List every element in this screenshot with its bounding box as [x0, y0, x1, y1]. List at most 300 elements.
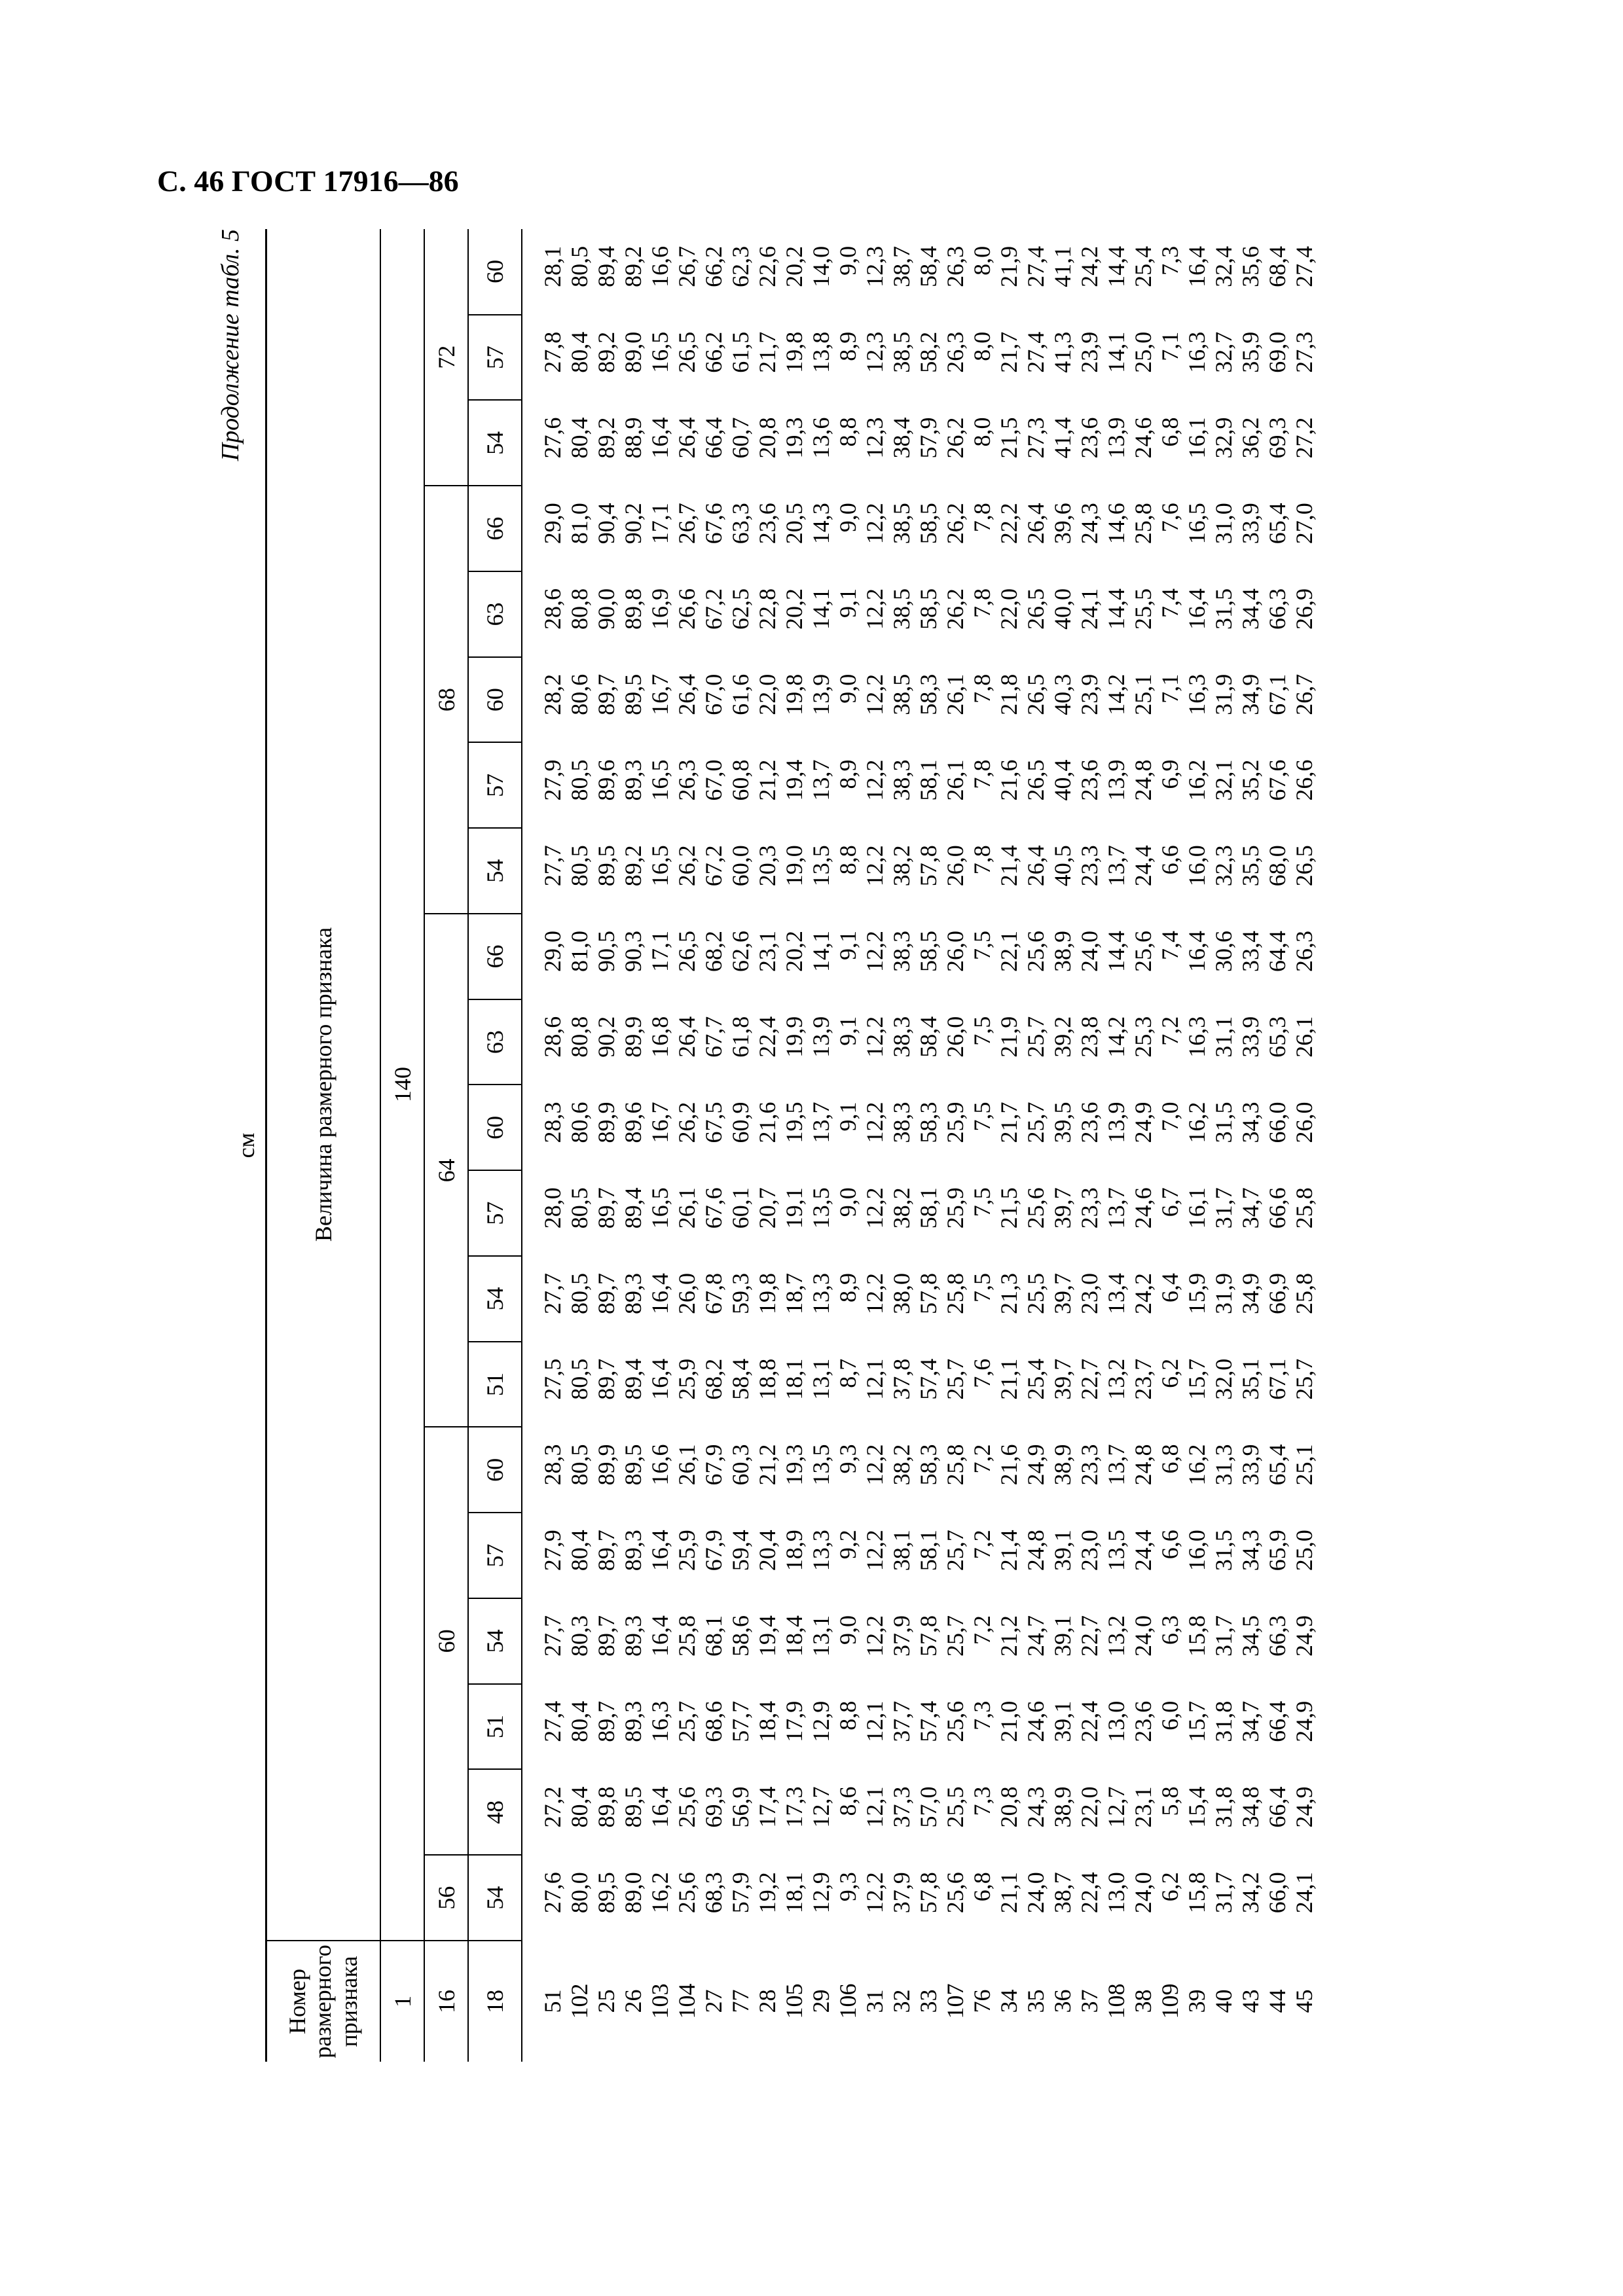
table-row [674, 229, 701, 2062]
value-cell: 21,7 [996, 331, 1022, 373]
value-cell: 89,7 [593, 1273, 619, 1314]
feature-number-cell: 27 [701, 1989, 727, 2013]
value-cell: 24,6 [1130, 1187, 1156, 1229]
value-cell: 89,0 [620, 1872, 646, 1914]
value-cell: 25,7 [1023, 1016, 1049, 1058]
value-cell: 25,4 [1023, 1358, 1049, 1400]
value-cell: 35,2 [1237, 759, 1264, 801]
value-cell: 15,8 [1184, 1872, 1210, 1914]
value-cell: 66,9 [1264, 1273, 1290, 1314]
value-cell: 26,4 [674, 1016, 700, 1058]
table-row [969, 229, 996, 2062]
value-cell: 20,2 [781, 588, 807, 630]
value-cell: 12,7 [808, 1786, 834, 1828]
value-cell: 31,7 [1211, 1872, 1237, 1914]
value-cell: 6,2 [1157, 1358, 1183, 1388]
value-cell: 16,2 [647, 1872, 673, 1914]
value-cell: 16,4 [647, 1273, 673, 1314]
value-cell: 34,3 [1237, 1102, 1264, 1143]
value-cell: 31,7 [1211, 1187, 1237, 1229]
value-cell: 8,8 [835, 417, 861, 447]
value-cell: 13,9 [1103, 1102, 1129, 1143]
feature-number-cell: 35 [1023, 1989, 1049, 2013]
value-cell: 25,7 [942, 1358, 968, 1400]
value-cell: 80,3 [566, 1615, 593, 1657]
value-cell: 24,9 [1291, 1786, 1317, 1828]
value-cell: 89,7 [593, 1358, 619, 1400]
value-cell: 9,1 [835, 1102, 861, 1132]
header-cell: 60 [468, 229, 522, 315]
value-cell: 29,0 [539, 503, 566, 545]
value-cell: 21,7 [996, 1102, 1022, 1143]
value-cell: 66,3 [1264, 1615, 1290, 1657]
value-cell: 15,7 [1184, 1700, 1210, 1742]
table-row [1076, 229, 1103, 2062]
value-cell: 89,8 [620, 588, 646, 630]
value-cell: 40,4 [1049, 759, 1076, 801]
value-cell: 22,2 [996, 503, 1022, 545]
value-cell: 69,3 [701, 1786, 727, 1828]
value-cell: 21,2 [754, 759, 780, 801]
value-cell: 13,9 [1103, 759, 1129, 801]
feature-number-cell: 44 [1264, 1989, 1290, 2013]
value-cell: 26,4 [674, 417, 700, 459]
value-cell: 23,3 [1076, 1187, 1103, 1229]
feature-number-cell: 39 [1184, 1989, 1210, 2013]
value-cell: 66,4 [1264, 1786, 1290, 1828]
value-cell: 31,5 [1211, 1102, 1237, 1143]
value-cell: 21,4 [996, 1530, 1022, 1571]
value-cell: 12,9 [808, 1700, 834, 1742]
value-cell: 20,8 [754, 417, 780, 459]
value-cell: 12,2 [862, 1273, 888, 1314]
value-cell: 16,8 [647, 1016, 673, 1058]
value-cell: 25,9 [674, 1358, 700, 1400]
value-cell: 13,0 [1103, 1872, 1129, 1914]
value-cell: 89,3 [620, 1530, 646, 1571]
header-cell: 60 [424, 1427, 468, 1856]
value-cell: 13,1 [808, 1615, 834, 1657]
value-cell: 80,4 [566, 1786, 593, 1828]
value-cell: 61,8 [727, 1016, 754, 1058]
value-cell: 89,4 [620, 1187, 646, 1229]
value-cell: 6,9 [1157, 759, 1183, 789]
header-cell: 48 [468, 1770, 522, 1856]
value-cell: 16,2 [1184, 1444, 1210, 1486]
value-cell: 24,0 [1130, 1615, 1156, 1657]
value-cell: 15,7 [1184, 1358, 1210, 1400]
value-cell: 38,1 [888, 1530, 915, 1571]
value-cell: 67,5 [701, 1102, 727, 1143]
value-cell: 31,5 [1211, 1530, 1237, 1571]
value-cell: 58,3 [915, 1444, 941, 1486]
value-cell: 27,2 [1291, 417, 1317, 459]
value-cell: 58,2 [915, 331, 941, 373]
value-cell: 24,1 [1291, 1872, 1317, 1914]
value-cell: 58,4 [915, 245, 941, 287]
value-cell: 67,2 [701, 588, 727, 630]
header-cell: 60 [468, 657, 522, 743]
value-cell: 13,7 [1103, 1187, 1129, 1229]
value-cell: 9,1 [835, 1016, 861, 1046]
value-cell: 7,8 [969, 759, 995, 789]
value-cell: 23,6 [754, 503, 780, 545]
value-cell: 22,4 [1076, 1872, 1103, 1914]
value-cell: 41,4 [1049, 417, 1076, 459]
value-cell: 24,0 [1076, 931, 1103, 972]
value-cell: 27,3 [1291, 331, 1317, 373]
value-cell: 26,0 [942, 931, 968, 972]
value-cell: 26,1 [942, 673, 968, 715]
value-cell: 12,1 [862, 1786, 888, 1828]
value-cell: 19,8 [754, 1273, 780, 1314]
value-cell: 37,7 [888, 1700, 915, 1742]
value-cell: 89,5 [593, 845, 619, 887]
value-cell: 12,9 [808, 1872, 834, 1914]
value-cell: 23,3 [1076, 845, 1103, 887]
value-cell: 23,6 [1076, 417, 1103, 459]
value-cell: 9,0 [835, 503, 861, 533]
feature-number-cell: 40 [1211, 1989, 1237, 2013]
value-cell: 7,5 [969, 1273, 995, 1302]
value-cell: 19,5 [781, 1102, 807, 1143]
value-cell: 65,3 [1264, 1016, 1290, 1058]
value-cell: 17,9 [781, 1700, 807, 1742]
value-cell: 24,4 [1130, 1530, 1156, 1571]
value-cell: 6,6 [1157, 845, 1183, 875]
value-cell: 89,7 [593, 1187, 619, 1229]
value-cell: 57,4 [915, 1700, 941, 1742]
value-cell: 13,5 [808, 1444, 834, 1486]
value-cell: 41,3 [1049, 331, 1076, 373]
value-cell: 89,0 [620, 331, 646, 373]
value-cell: 13,7 [1103, 1444, 1129, 1486]
value-cell: 27,7 [539, 1615, 566, 1657]
value-cell: 89,7 [593, 1530, 619, 1571]
value-cell: 13,8 [808, 331, 834, 373]
value-cell: 25,8 [1291, 1273, 1317, 1314]
value-cell: 68,4 [1264, 245, 1290, 287]
value-cell: 7,4 [1157, 931, 1183, 960]
value-cell: 41,1 [1049, 245, 1076, 287]
table-row [888, 229, 915, 2062]
value-cell: 7,2 [969, 1530, 995, 1560]
value-cell: 80,5 [566, 1187, 593, 1229]
value-cell: 34,5 [1237, 1615, 1264, 1657]
value-cell: 89,6 [620, 1102, 646, 1143]
value-cell: 57,9 [727, 1872, 754, 1914]
value-cell: 26,1 [942, 759, 968, 801]
value-cell: 6,6 [1157, 1530, 1183, 1560]
value-cell: 57,0 [915, 1786, 941, 1828]
feature-number-cell: 108 [1103, 1983, 1129, 2019]
value-cell: 28,6 [539, 1016, 566, 1058]
value-cell: 58,4 [727, 1358, 754, 1400]
header-cell: 63 [468, 571, 522, 657]
value-cell: 88,9 [620, 417, 646, 459]
value-cell: 65,4 [1264, 1444, 1290, 1486]
value-cell: 13,3 [808, 1530, 834, 1571]
value-cell: 12,2 [862, 845, 888, 887]
value-cell: 66,2 [701, 331, 727, 373]
value-cell: 67,9 [701, 1444, 727, 1486]
value-cell: 26,2 [674, 845, 700, 887]
value-cell: 25,6 [674, 1872, 700, 1914]
value-cell: 25,1 [1291, 1444, 1317, 1486]
value-cell: 18,1 [781, 1872, 807, 1914]
value-cell: 66,3 [1264, 588, 1290, 630]
header-cell: 60 [468, 1427, 522, 1513]
table-row [1023, 229, 1049, 2062]
value-cell: 38,5 [888, 588, 915, 630]
value-cell: 26,5 [1291, 845, 1317, 887]
value-cell: 14,4 [1103, 931, 1129, 972]
value-cell: 90,5 [593, 931, 619, 972]
value-cell: 24,2 [1130, 1273, 1156, 1314]
feature-number-cell: 76 [969, 1989, 995, 2013]
table-row [593, 229, 620, 2062]
table-row [701, 229, 727, 2062]
value-cell: 25,5 [942, 1786, 968, 1828]
value-cell: 22,7 [1076, 1615, 1103, 1657]
value-cell: 38,3 [888, 1016, 915, 1058]
value-cell: 58,5 [915, 588, 941, 630]
value-cell: 25,4 [1130, 245, 1156, 287]
value-cell: 12,2 [862, 1187, 888, 1229]
feature-number-cell: 38 [1130, 1989, 1156, 2013]
value-cell: 57,8 [915, 1872, 941, 1914]
value-cell: 26,1 [1291, 1016, 1317, 1058]
value-cell: 31,1 [1211, 1016, 1237, 1058]
value-cell: 34,9 [1237, 673, 1264, 715]
header-cell: 51 [468, 1684, 522, 1770]
value-cell: 13,7 [808, 759, 834, 801]
value-cell: 7,2 [969, 1444, 995, 1474]
table-row [727, 229, 754, 2062]
value-cell: 66,0 [1264, 1102, 1290, 1143]
feature-number-cell: 105 [781, 1983, 807, 2019]
value-cell: 19,9 [781, 1016, 807, 1058]
value-cell: 24,0 [1023, 1872, 1049, 1914]
value-cell: 68,6 [701, 1700, 727, 1742]
value-cell: 7,8 [969, 845, 995, 875]
value-cell: 32,3 [1211, 845, 1237, 887]
header-cell: 57 [468, 1170, 522, 1256]
table-row [1211, 229, 1237, 2062]
value-cell: 18,9 [781, 1530, 807, 1571]
value-cell: 21,8 [996, 673, 1022, 715]
value-cell: 9,1 [835, 931, 861, 960]
value-cell: 21,7 [754, 331, 780, 373]
value-cell: 12,2 [862, 673, 888, 715]
feature-number-cell: 31 [862, 1989, 888, 2013]
header-cell: 54 [468, 1855, 522, 1941]
value-cell: 38,2 [888, 1444, 915, 1486]
header-cell: 68 [424, 486, 468, 914]
value-cell: 27,6 [539, 1872, 566, 1914]
value-cell: 13,0 [1103, 1700, 1129, 1742]
value-cell: 89,4 [593, 245, 619, 287]
value-cell: 8,7 [835, 1358, 861, 1388]
value-cell: 58,1 [915, 759, 941, 801]
value-cell: 14,6 [1103, 503, 1129, 545]
value-cell: 26,0 [942, 1016, 968, 1058]
value-cell: 37,9 [888, 1615, 915, 1657]
value-cell: 6,7 [1157, 1187, 1183, 1217]
value-cell: 28,3 [539, 1102, 566, 1143]
value-cell: 33,9 [1237, 1444, 1264, 1486]
value-cell: 19,3 [781, 417, 807, 459]
feature-number-cell: 33 [915, 1989, 941, 2013]
value-cell: 40,5 [1049, 845, 1076, 887]
value-cell: 12,2 [862, 588, 888, 630]
value-cell: 7,5 [969, 931, 995, 960]
value-cell: 12,3 [862, 245, 888, 287]
value-cell: 40,3 [1049, 673, 1076, 715]
value-cell: 14,1 [808, 931, 834, 972]
value-cell: 27,9 [539, 759, 566, 801]
value-cell: 34,7 [1237, 1187, 1264, 1229]
value-cell: 80,6 [566, 1102, 593, 1143]
value-cell: 32,9 [1211, 417, 1237, 459]
header-cell: 18 [468, 1941, 522, 2062]
value-cell: 28,0 [539, 1187, 566, 1229]
rotated-table-block [216, 229, 1525, 2062]
value-cell: 37,8 [888, 1358, 915, 1400]
value-cell: 26,2 [942, 588, 968, 630]
value-cell: 13,4 [1103, 1273, 1129, 1314]
value-cell: 59,4 [727, 1530, 754, 1571]
value-cell: 22,0 [1076, 1786, 1103, 1828]
value-cell: 60,9 [727, 1102, 754, 1143]
unit-label: см [233, 1132, 259, 1158]
value-cell: 16,6 [647, 245, 673, 287]
value-cell: 9,0 [835, 245, 861, 276]
value-cell: 80,5 [566, 759, 593, 801]
value-cell: 26,1 [674, 1444, 700, 1486]
value-cell: 38,9 [1049, 1444, 1076, 1486]
value-cell: 7,8 [969, 588, 995, 618]
value-cell: 19,0 [781, 845, 807, 887]
table-row [915, 229, 942, 2062]
value-cell: 63,3 [727, 503, 754, 545]
value-cell: 19,8 [781, 331, 807, 373]
value-cell: 23,7 [1130, 1358, 1156, 1400]
value-cell: 20,7 [754, 1187, 780, 1229]
value-cell: 24,3 [1076, 503, 1103, 545]
value-cell: 12,2 [862, 1530, 888, 1571]
value-cell: 24,9 [1023, 1444, 1049, 1486]
value-cell: 21,0 [996, 1700, 1022, 1742]
value-cell: 13,2 [1103, 1358, 1129, 1400]
value-cell: 38,4 [888, 417, 915, 459]
value-cell: 58,6 [727, 1615, 754, 1657]
value-cell: 22,0 [754, 673, 780, 715]
continuation-label: Продолжение табл. 5 [217, 229, 244, 461]
value-cell: 80,5 [566, 1444, 593, 1486]
value-cell: 12,7 [1103, 1786, 1129, 1828]
value-cell: 25,8 [1130, 503, 1156, 545]
value-cell: 13,6 [808, 417, 834, 459]
header-cell: 54 [468, 1598, 522, 1684]
value-cell: 25,0 [1130, 331, 1156, 373]
value-cell: 17,1 [647, 931, 673, 972]
value-cell: 66,6 [1264, 1187, 1290, 1229]
table-row [647, 229, 674, 2062]
value-cell: 27,9 [539, 1530, 566, 1571]
value-cell: 58,1 [915, 1187, 941, 1229]
value-cell: 39,1 [1049, 1530, 1076, 1571]
value-cell: 31,8 [1211, 1700, 1237, 1742]
value-cell: 8,9 [835, 1273, 861, 1302]
value-cell: 22,7 [1076, 1358, 1103, 1400]
value-cell: 28,2 [539, 673, 566, 715]
value-cell: 12,2 [862, 503, 888, 545]
value-cell: 89,5 [593, 1872, 619, 1914]
feature-number-cell: 37 [1076, 1989, 1103, 2013]
feature-number-cell: 77 [727, 1989, 754, 2013]
value-cell: 64,4 [1264, 931, 1290, 972]
value-cell: 31,0 [1211, 503, 1237, 545]
value-cell: 35,6 [1237, 245, 1264, 287]
header-cell: 63 [468, 999, 522, 1085]
value-cell: 89,7 [593, 1615, 619, 1657]
value-cell: 9,0 [835, 1187, 861, 1217]
table-row [1157, 229, 1184, 2062]
value-cell: 89,9 [620, 1016, 646, 1058]
value-cell: 16,5 [647, 845, 673, 887]
value-cell: 16,4 [1184, 588, 1210, 630]
value-cell: 80,6 [566, 673, 593, 715]
value-cell: 7,3 [969, 1786, 995, 1816]
table-row [1049, 229, 1076, 2062]
value-cell: 27,4 [1023, 331, 1049, 373]
value-cell: 24,9 [1291, 1615, 1317, 1657]
value-cell: 89,9 [593, 1102, 619, 1143]
value-cell: 38,7 [888, 245, 915, 287]
value-cell: 12,2 [862, 759, 888, 801]
data-table [265, 229, 1318, 2062]
value-cell: 6,8 [1157, 417, 1183, 447]
value-cell: 38,7 [1049, 1872, 1076, 1914]
value-cell: 57,7 [727, 1700, 754, 1742]
value-cell: 25,6 [674, 1786, 700, 1828]
value-cell: 38,3 [888, 931, 915, 972]
value-cell: 25,7 [674, 1700, 700, 1742]
value-cell: 90,3 [620, 931, 646, 972]
value-cell: 80,5 [566, 1273, 593, 1314]
value-cell: 22,4 [754, 1016, 780, 1058]
value-cell: 40,0 [1049, 588, 1076, 630]
value-cell: 15,9 [1184, 1273, 1210, 1314]
header-cell: 1 [380, 1941, 424, 2062]
value-cell: 16,4 [647, 1786, 673, 1828]
value-cell: 25,6 [942, 1872, 968, 1914]
value-cell: 57,8 [915, 845, 941, 887]
value-cell: 34,7 [1237, 1700, 1264, 1742]
value-cell: 26,2 [674, 1102, 700, 1143]
value-cell: 5,8 [1157, 1786, 1183, 1816]
value-cell: 24,8 [1130, 1444, 1156, 1486]
table-row [808, 229, 835, 2062]
value-cell: 12,2 [862, 1872, 888, 1914]
value-cell: 24,4 [1130, 845, 1156, 887]
value-cell: 27,7 [539, 1273, 566, 1314]
value-cell: 58,3 [915, 1102, 941, 1143]
value-cell: 16,2 [1184, 1102, 1210, 1143]
value-cell: 7,8 [969, 673, 995, 704]
header-cell: 72 [424, 229, 468, 486]
